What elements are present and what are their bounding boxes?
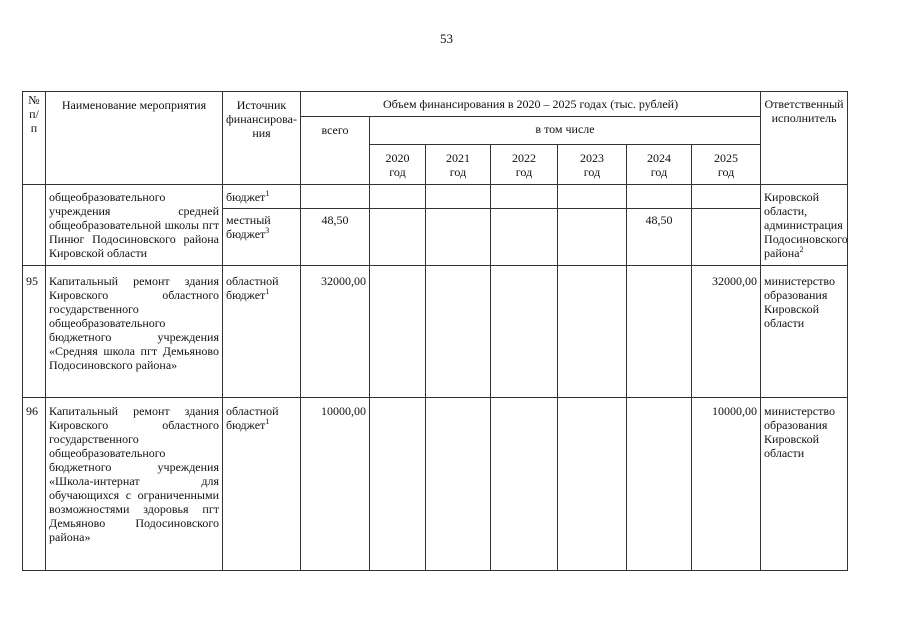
header-year-2024: 2024 год bbox=[627, 145, 692, 185]
cell bbox=[370, 266, 426, 398]
cont-source-2-text: местный бюджет bbox=[226, 213, 271, 241]
footnote-mark: 3 bbox=[265, 226, 270, 235]
cont-total: 48,50 bbox=[301, 209, 370, 266]
row-num: 95 bbox=[23, 266, 46, 398]
cell bbox=[426, 398, 491, 571]
footnote-mark: 2 bbox=[799, 245, 804, 254]
cell bbox=[558, 209, 627, 266]
cont-source-2 bbox=[223, 209, 301, 266]
row-2025: 32000,00 bbox=[692, 266, 761, 398]
cell bbox=[558, 185, 627, 209]
header-year-2021: 2021 год bbox=[426, 145, 491, 185]
cell bbox=[558, 398, 627, 571]
cont-name: общеобразовательного учреждения средней общеобразовательной школы пгт Пинюг Подосиновского района Кировской области bbox=[46, 185, 223, 266]
header-including: в том числе bbox=[370, 117, 761, 145]
row-total: 32000,00 bbox=[301, 266, 370, 398]
cell bbox=[370, 185, 426, 209]
row-executor: министерство образования Кировской области bbox=[761, 398, 848, 571]
row-name: Капитальный ремонт здания Кировского областного государственного общеобразовательного бюджетного учреждения «Средняя школа пгт Демьяново Подосиновского района» bbox=[46, 266, 223, 398]
cell bbox=[692, 209, 761, 266]
page-number: 53 bbox=[440, 31, 453, 46]
row-num: 96 bbox=[23, 398, 46, 571]
cell bbox=[426, 209, 491, 266]
cell bbox=[491, 185, 558, 209]
table-row bbox=[23, 398, 848, 571]
table-row bbox=[23, 185, 848, 209]
cont-executor-text: Кировской области, администрация Подосиновского района bbox=[764, 190, 848, 260]
header-year-2025: 2025 год bbox=[692, 145, 761, 185]
cell bbox=[370, 398, 426, 571]
cont-2024: 48,50 bbox=[627, 209, 692, 266]
table-row bbox=[23, 266, 848, 398]
header-name: Наименование мероприятия bbox=[46, 92, 223, 185]
cell bbox=[301, 185, 370, 209]
header-year-2020: 2020 год bbox=[370, 145, 426, 185]
cell bbox=[491, 266, 558, 398]
row-2025: 10000,00 bbox=[692, 398, 761, 571]
footnote-mark: 1 bbox=[265, 189, 270, 198]
cell bbox=[426, 266, 491, 398]
cell bbox=[491, 398, 558, 571]
cell bbox=[627, 185, 692, 209]
row-executor: министерство образования Кировской области bbox=[761, 266, 848, 398]
row-name: Капитальный ремонт здания Кировского областного государственного общеобразовательного бюджетного учреждения «Школа-интернат для обучающихся с ограниченными возможностями здоровья пгт Демьяново Подосиновского района» bbox=[46, 398, 223, 571]
header-row bbox=[23, 92, 848, 117]
cont-source-1-text: бюджет bbox=[226, 190, 266, 204]
footnote-mark: 1 bbox=[265, 417, 270, 426]
row-source-text: областной бюджет bbox=[226, 274, 279, 302]
row-total: 10000,00 bbox=[301, 398, 370, 571]
header-year-2023: 2023 год bbox=[558, 145, 627, 185]
header-total: всего bbox=[301, 117, 370, 185]
header-source: Источник финансирова-ния bbox=[223, 92, 301, 185]
cell bbox=[370, 209, 426, 266]
cont-executor bbox=[761, 185, 848, 266]
header-executor: Ответственный исполнитель bbox=[761, 92, 848, 185]
cont-source-1 bbox=[223, 185, 301, 209]
row-source-text: областной бюджет bbox=[226, 404, 279, 432]
cell bbox=[491, 209, 558, 266]
row-source bbox=[223, 398, 301, 571]
cell bbox=[692, 185, 761, 209]
header-year-2022: 2022 год bbox=[491, 145, 558, 185]
cell bbox=[627, 398, 692, 571]
cell bbox=[426, 185, 491, 209]
header-volume: Объем финансирования в 2020 – 2025 годах (тыс. рублей) bbox=[301, 92, 761, 117]
row-source bbox=[223, 266, 301, 398]
financing-table bbox=[22, 91, 848, 571]
footnote-mark: 1 bbox=[265, 287, 270, 296]
header-num: № п/п bbox=[23, 92, 46, 185]
cell bbox=[558, 266, 627, 398]
cont-num bbox=[23, 185, 46, 266]
cell bbox=[627, 266, 692, 398]
